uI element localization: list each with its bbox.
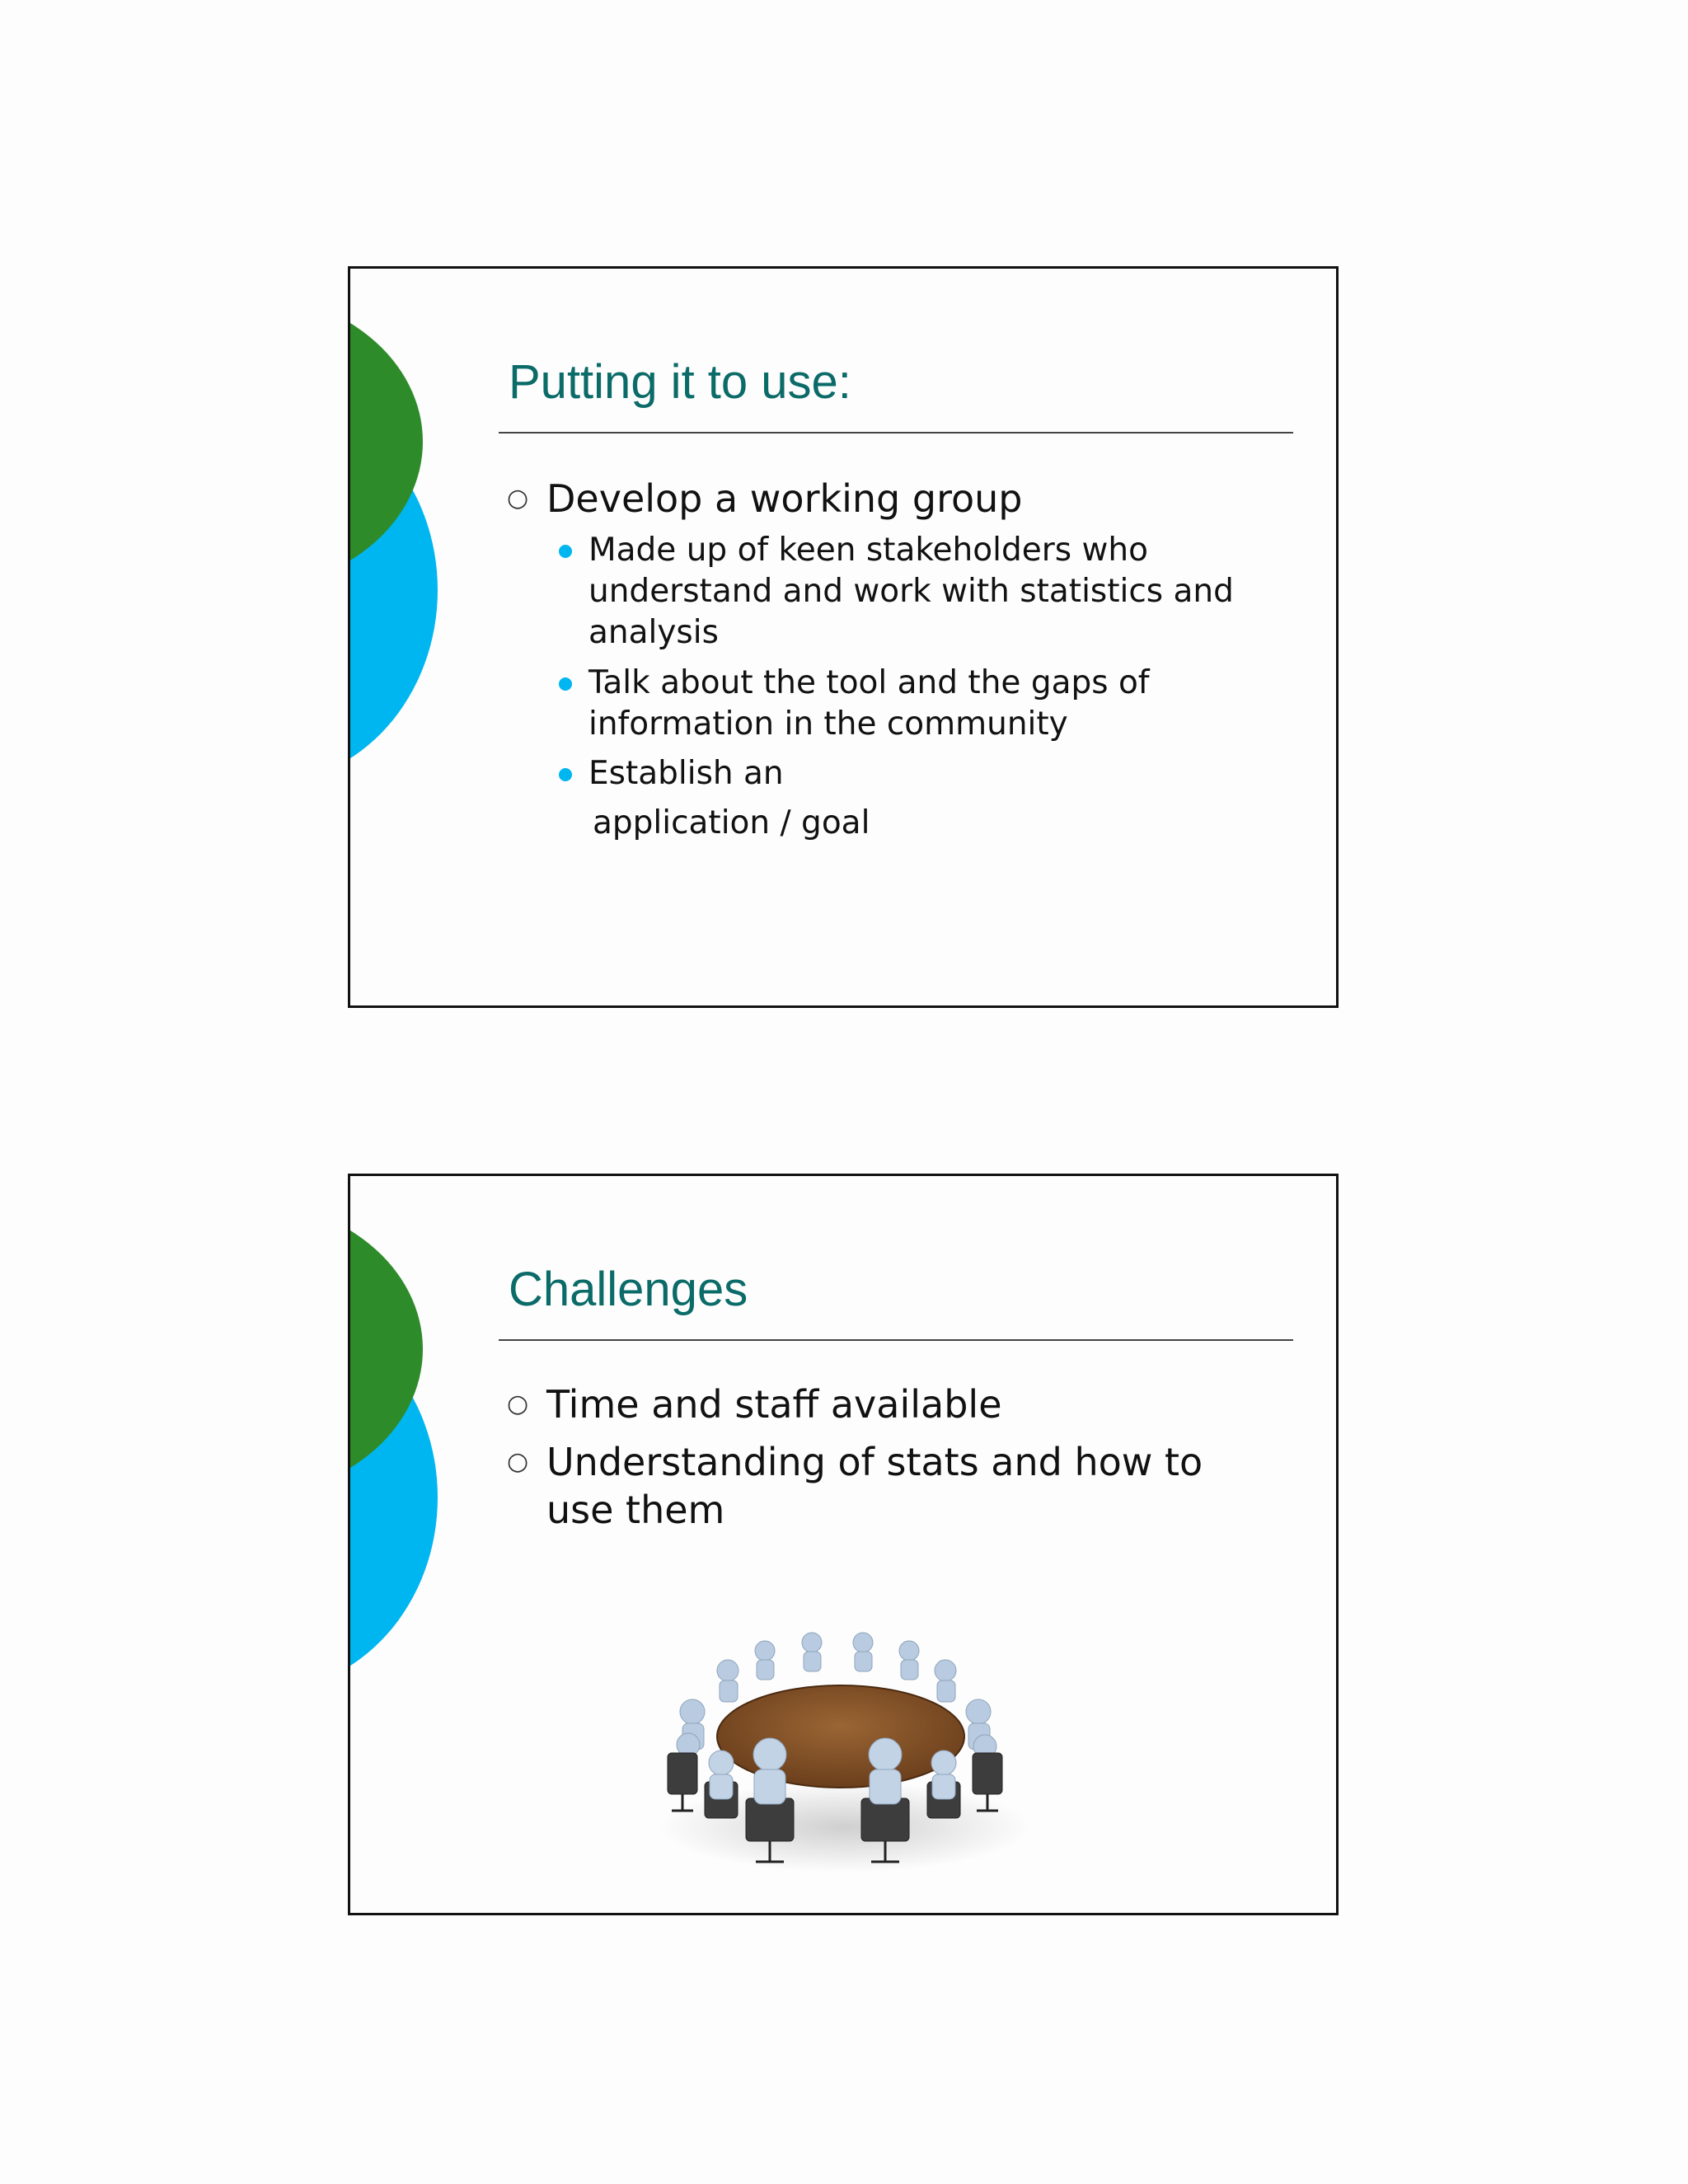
sub-bullet-item [588,530,1248,654]
title-divider [499,1339,1293,1341]
hollow-circle-bullet-icon: ○ [507,1390,529,1418]
slide-2 [348,1174,1339,1915]
sub-bullet-item [588,663,1248,745]
bullet-dot-icon [559,545,572,558]
slide-1 [348,266,1339,1008]
sub-bullet-text: Made up of keen stakeholders who understand and work with statistics and analysis [588,532,1234,651]
slide-title: Putting it to use: [509,355,851,409]
hollow-circle-bullet-icon: ○ [507,484,529,513]
sub-bullet-text: Talk about the tool and the gaps of information in the community [588,664,1150,743]
continuation-text: application / goal [593,804,870,841]
sub-bullet-text: Establish an [588,755,784,792]
meeting-table-people-image [655,1621,1034,1877]
sub-bullet-item [588,753,1248,794]
bullet-text: Develop a working group [546,476,1023,521]
bullet-text: Time and staff available [546,1382,1002,1427]
bullet-item [507,1380,1272,1428]
hollow-circle-bullet-icon: ○ [507,1447,529,1476]
title-divider [499,432,1293,434]
bullet-dot-icon [559,677,572,691]
bullet-item [507,1438,1272,1534]
bullet-item [507,475,1272,523]
slide-title: Challenges [509,1263,748,1316]
bullet-text: Understanding of stats and how to use them [546,1440,1203,1532]
bullet-dot-icon [559,768,572,781]
